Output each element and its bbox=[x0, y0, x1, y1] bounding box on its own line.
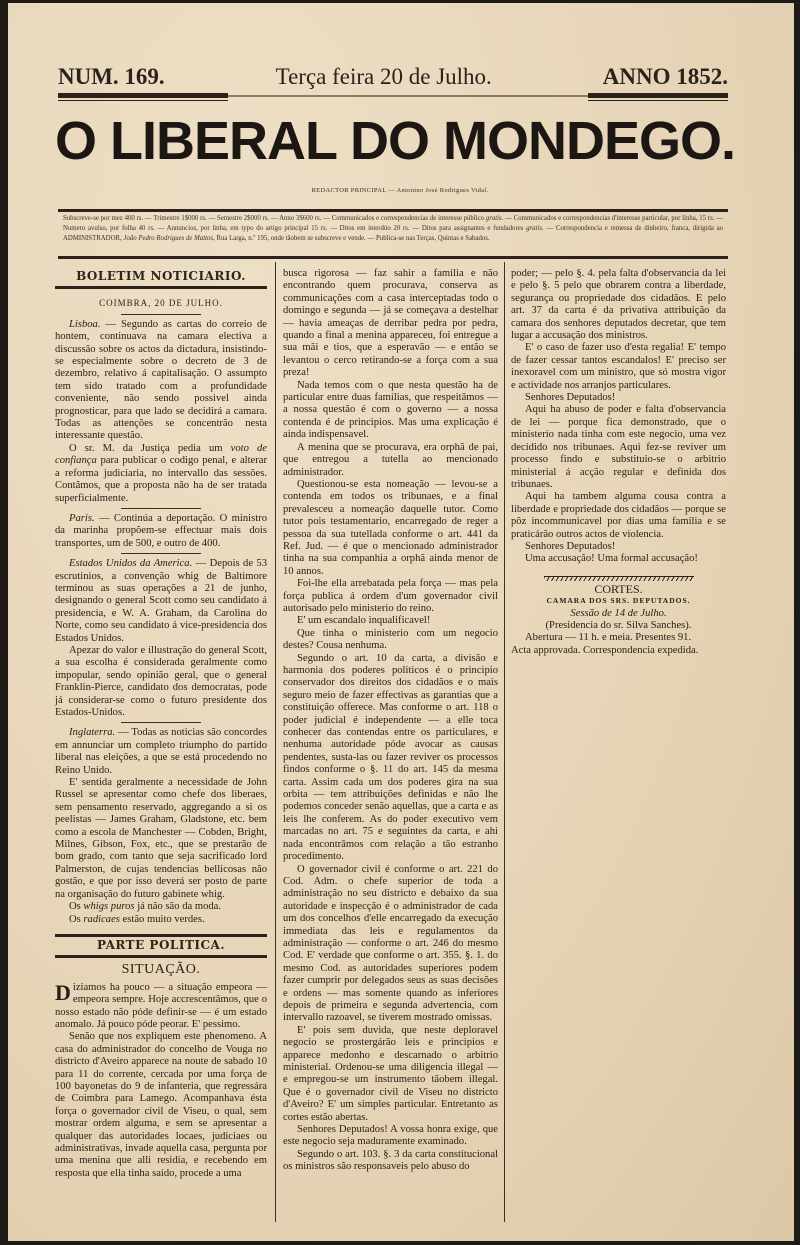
divider bbox=[58, 209, 728, 212]
masthead-rule bbox=[228, 95, 588, 97]
issue-date: Terça feira 20 de Julho. bbox=[275, 64, 492, 89]
issue-number: NUM. 169. bbox=[58, 64, 165, 89]
divider bbox=[58, 256, 728, 259]
section-heading-politica: PARTE POLITICA. bbox=[96, 937, 226, 952]
divider bbox=[121, 553, 201, 554]
news-text: O sr. M. da Justiça pedia um bbox=[69, 442, 231, 454]
subscription-text: — Communicados e correspondencias d'interesse particular, por linha, 15 rs. — Numero avulso, por folha 40 rs. — Annuncios, por linha, em typo do artigo principal 15 rs. — Ditos em interdúo 20 rs. — Ditos para assignantes e fundadores bbox=[63, 215, 723, 232]
newspaper-title: O LIBERAL DO MONDEGO. bbox=[55, 111, 736, 171]
subscription-text: Subscreve-se por mez 400 rs. — Trimestre 1$000 rs. — Semestre 2$000 rs. — Anno 3$600 rs. — Communicados e correspondencias de interesse público bbox=[63, 215, 486, 222]
subscription-text: — Correspondencia e remessa de dinheiro, franca, dirigida ao ADMINISTRADOR, bbox=[63, 225, 724, 242]
article-paragraph: E' o caso de fazer uso d'esta regalia! E' tempo de fazer cessar tantos escandalos! E' preciso ser inexoravel com um ministro, que só mostra vigor e actividade nos arranjos particulares. bbox=[511, 342, 726, 391]
administrator-name: João Pedro Rodrigues de Mattos bbox=[123, 235, 214, 242]
news-item-whigs bbox=[55, 901, 267, 913]
article-paragraph: O governador civil é conforme o art. 221 do Cod. Adm. o chefe superior de toda a administração no seu districto e debaixo da sua autoridade e inspecção é o administrador de cada um dos concelhos d'elle encarregado da execução immediata das leis e regulamentos da administração — conforme o art. 246 do mesmo Cod. E' verdade que conforme o art. 355. §. 1. do mesmo Cod. as autoridades superiores podem fazer cumprir por delegados seus as suas decisões e ordens — mas somente quando as inferiores depois de primeira e segunda advertencia, com intervallo razoavel, se tiverem mostrado omissas. bbox=[283, 863, 498, 1024]
ornamental-divider bbox=[544, 576, 694, 581]
news-text: — Segundo as cartas do correio de hontem, continuava na camara electiva a discussão sobre os actos da dictadura, insistindo-se especialmente sobre o decreto de 3 de dezembro, relativo á capitalisação. O assumpto tem sido tratado com a profundidade conveniente, não sendo possivel ainda prognosticar, para que lado se decidirá a camara. Todas as attenções se concentrão nesta interessante questão. bbox=[55, 318, 267, 442]
issue-year: ANNO 1852. bbox=[602, 64, 728, 89]
news-text: radicaes bbox=[83, 913, 120, 925]
divider bbox=[55, 955, 267, 958]
divider bbox=[121, 508, 201, 509]
cortes-session: Sessão de 14 de Julho. bbox=[570, 607, 667, 619]
article-paragraph: E' um escandalo inqualificavel! bbox=[297, 615, 431, 627]
news-text: — Todas as noticias são concordes em annunciar um completo triumpho do partido liberal nas eleições, a que se está procedendo no Reino Unido. bbox=[55, 727, 267, 776]
article-paragraph: Nada temos com o que nesta questão ha de particular entre duas familias, que respeitâmos — a nossa questão é com o governo — a nossa contenda é de principios. Mas uma explicação é ainda indispensavel. bbox=[283, 379, 498, 441]
article-paragraph: Senhores Deputados! bbox=[525, 540, 616, 552]
article-paragraph: Questionou-se esta nomeação — levou-se a contenda em todos os tribunaes, e a final prevalesceu a nomeação daquelle tutor. Como tutor pois testamentario, encarregado de reger a pessoa da sua tutellada conforme o art. 441 da Ref. Jud. — é que o mencionado administrador tinha na sua companhia a orphã ainda menor de 10 annos. bbox=[283, 478, 498, 577]
article-paragraph: Senhores Deputados! A vossa honra exige, que este negocio seja maduramente examinado. bbox=[283, 1124, 498, 1148]
article-paragraph: A menina que se procurava, era orphã de pai, que entregou a tutella ao mencionado administrador. bbox=[283, 441, 498, 478]
news-text: whigs puros bbox=[83, 901, 135, 913]
news-item-justica bbox=[55, 443, 267, 505]
column-rule bbox=[275, 262, 276, 1222]
cortes-minutes: Acta approvada. Correspondencia expedida. bbox=[511, 644, 699, 656]
column-2 bbox=[283, 268, 498, 1180]
news-text: já não são da moda. bbox=[134, 901, 222, 913]
divider bbox=[121, 722, 201, 723]
cortes-presidency: (Presidencia do sr. Silva Sanches). bbox=[545, 619, 692, 631]
news-item-inglaterra bbox=[55, 727, 267, 777]
article-paragraph: Senão que nos expliquem este phenomeno. A casa do administrador do concelho de Vouga no districto d'Aveiro apparece na noute de sabado 10 para 11 do corrente, cercada por uma força de 100 bayonetas do 9 de infanteria, que regressára de Coimbra para Lamego. Acompanhava ésta força o governador civil de Viseu, o qual, sem mostrar ordem alguma, e sem se apresentar a qualquer das autoridades locaes, judiciaes ou administrativas, invade aquella casa, pergunta por uma menina que alli residia, e recebendo em resposta que ella tinha saído, procede a uma bbox=[55, 1031, 267, 1179]
paragraph-text: iziamos ha pouco — a situação empeora — empeora sempre. Hoje accrescentâmos, que o nosso estado não póde definir-se — é um estado anomalo. Já pouco póde peorar. E' pessimo. bbox=[55, 981, 267, 1030]
section-heading-boletim: BOLETIM NOTICIARIO. bbox=[76, 269, 246, 283]
news-item-eua bbox=[55, 558, 267, 645]
article-paragraph: Aqui ha abuso de poder e falta d'observancia de lei — porque fica demonstrado, que o ministerio nada tinha com este negocio, uma vez decidido nos tribunaes. Aqui fez-se reviver um processo findo e substituio-se o arbitrio ministerial á acção regular e definida dos tribunaes. bbox=[511, 404, 726, 490]
news-item-inglaterra-2: E' sentida geralmente a necessidade de John Russel se apresentar como chefe dos liberaes, sem pensamento reservado, aggregando a si os peelistas — James Graham, Gladstone, etc. bem como a escola de Manchester — Cobden, Bright, Milnes, Gibson, Fox, etc., que se prestarão de bom grado, com tanto que seja sacrificado lord Palmerston, de cujas tendencias bellicosas não gostão, e que por isso deverá ser posto de parte na organisação do futuro gabinete whig. bbox=[55, 777, 267, 900]
subscription-terms bbox=[63, 214, 723, 244]
cortes-opening: Abertura — 11 h. e meia. Presentes 91. bbox=[525, 632, 692, 644]
news-item-paris bbox=[55, 513, 267, 550]
news-text: voto de confiança bbox=[55, 442, 267, 467]
column-3 bbox=[511, 268, 726, 1180]
news-location: Inglaterra. bbox=[69, 727, 116, 739]
news-item-radicaes bbox=[55, 914, 267, 926]
subscription-text: gratis. bbox=[485, 215, 504, 222]
article-paragraph: Aqui ha tambem alguma cousa contra a liberdade e propriedade dos cidadãos — porque se pôz incommunicavel por dias uma familia e se praticárão outros actos de violencia. bbox=[511, 491, 726, 540]
article-paragraph: Segundo o art. 103. §. 3 da carta constitucional os ministros são responsaveis pelo abuso do bbox=[283, 1148, 498, 1173]
news-location: Estados Unidos da America. bbox=[69, 558, 193, 570]
cortes-chamber: CAMARA DOS SRS. DEPUTADOS. bbox=[546, 596, 691, 606]
divider bbox=[121, 314, 201, 315]
news-text: Os bbox=[69, 913, 84, 925]
news-item-lisboa bbox=[55, 319, 267, 443]
article-paragraph: poder; — pelo §. 4. pela falta d'observancia da lei e pelo §. 5 pelo que obrarem contra a liberdade, segurança ou propriedade dos cidadãos. E pelo art. 37 da carta é da privativa attribuição da camara dos senhores deputados decretar, que tem lugar a accusação dos ministros. bbox=[511, 268, 726, 342]
divider bbox=[55, 286, 267, 289]
masthead-info bbox=[58, 64, 728, 90]
article-paragraph: Foi-lhe ella arrebatada pela força — mas pela força publica á ordem d'um governador civil autorisado pelo ministerio do reino. bbox=[283, 578, 498, 614]
article-paragraph: Senhores Deputados! bbox=[525, 392, 616, 404]
news-text: — Depois de 53 escrutinios, a convenção whig de Baltimore terminou as suas operações a 21 de junho, designando o general Scott como seu candidato á presidencia, e W. A. Graham, da Carolina do Norte, como seu candidato á vice-presidencia dos Estados Unidos. bbox=[55, 558, 268, 644]
subscription-text: , Rua Larga, n.º 195, onde tãobem se subscreve e vende. — Publica-se nas Terças, Quintas e Sabados. bbox=[213, 235, 490, 242]
news-text: estão muito verdes. bbox=[119, 913, 205, 925]
news-text: — Continúa a deportação. O ministro da marinha propõem-se effectuar mais dois transportes, um de 500, e outro de 400. bbox=[55, 512, 267, 549]
article-paragraph: Uma accusação! Uma formal accusação! bbox=[525, 553, 698, 565]
redactor-line: REDACTOR PRINCIPAL — Antonino José Rodrigues Vidal. bbox=[311, 187, 489, 194]
news-item-eua-2: Apezar do valor e illustração do general Scott, a sua escolha é considerada geralmente como impopular, sendo opinião geral, que o general Franklin-Pierce, candidato dos democratas, pode já considerar-se como o futuro presidente dos Estados-Unidos. bbox=[55, 644, 267, 718]
news-location: Lisboa. bbox=[69, 318, 101, 330]
article-paragraph: busca rigorosa — faz sahir a familia e não encontrando quem procurava, conserva as communicações com a casa interceptadas todo o domingo e segunda — já se começava a destelhar — havia ameaças de derribar pedra por pedra, quando a final a menina appareceu, foi entregue a sua mãi e tios, que a esperavão — e então se levantou o cerco retirando-se a força com a sua preza! bbox=[283, 268, 498, 379]
drop-cap: D bbox=[55, 979, 71, 1005]
column-rule bbox=[504, 262, 505, 1222]
article-title: SITUAÇÃO. bbox=[121, 962, 201, 978]
news-text: Os bbox=[69, 901, 84, 913]
dateline: COIMBRA, 20 DE JULHO. bbox=[99, 298, 223, 309]
news-text: para publicar o codigo penal, e alterar a reforma judiciaria, no intervallo das sessões. Contâmos, que a proposta não ha de ser tratada superficialmente. bbox=[55, 455, 267, 504]
news-location: Paris. bbox=[69, 512, 95, 524]
article-paragraph: Que tinha o ministerio com um negocio destes? Cousa nenhuma. bbox=[283, 627, 498, 652]
article-paragraph: E' pois sem duvida, que neste deploravel negocio se prostergárão leis e principios e apparece medonho e descarnado o arbitrio ministerial. Ordenou-se uma diligencia illegal — e empregou-se um instrumento tãobem illegal. Que é o governador civil de Viseu no districto d'Aveiro? E' um simples particular. Entretanto as cortes estão abertas. bbox=[283, 1024, 498, 1123]
subscription-text: gratis. bbox=[526, 225, 544, 232]
article-paragraph bbox=[55, 979, 267, 1032]
column-1 bbox=[55, 268, 267, 1180]
article-paragraph: Segundo o art. 10 da carta, a divisão e harmonia dos poderes politicos é o principio conservador dos direitos dos cidadãos e o mais seguro meio de fazer effectivas as garantias que a constituição offerece. Mas conforme o art. 118 o poder judicial é independente — a elle toca conhecer das contendas entre os particulares, e nenhuma autoridade póde avocar as causas pendentes, susta-las ou fazer reviver os processos findos conforme o §. 11 do art. 145 da mesma carta. Assim cada um dos poderes gira na sua orbita — tem attribuições definidas e não lhe podemos conceder senão aquellas, que a carta e as leis lhe conferem. As do poder executivo vem marcadas no art. 75 e seguintes da carta, e ahi nada encontrâmos com relação a tão estranho procedimento. bbox=[283, 652, 498, 863]
cortes-heading: CORTES. bbox=[594, 581, 643, 596]
